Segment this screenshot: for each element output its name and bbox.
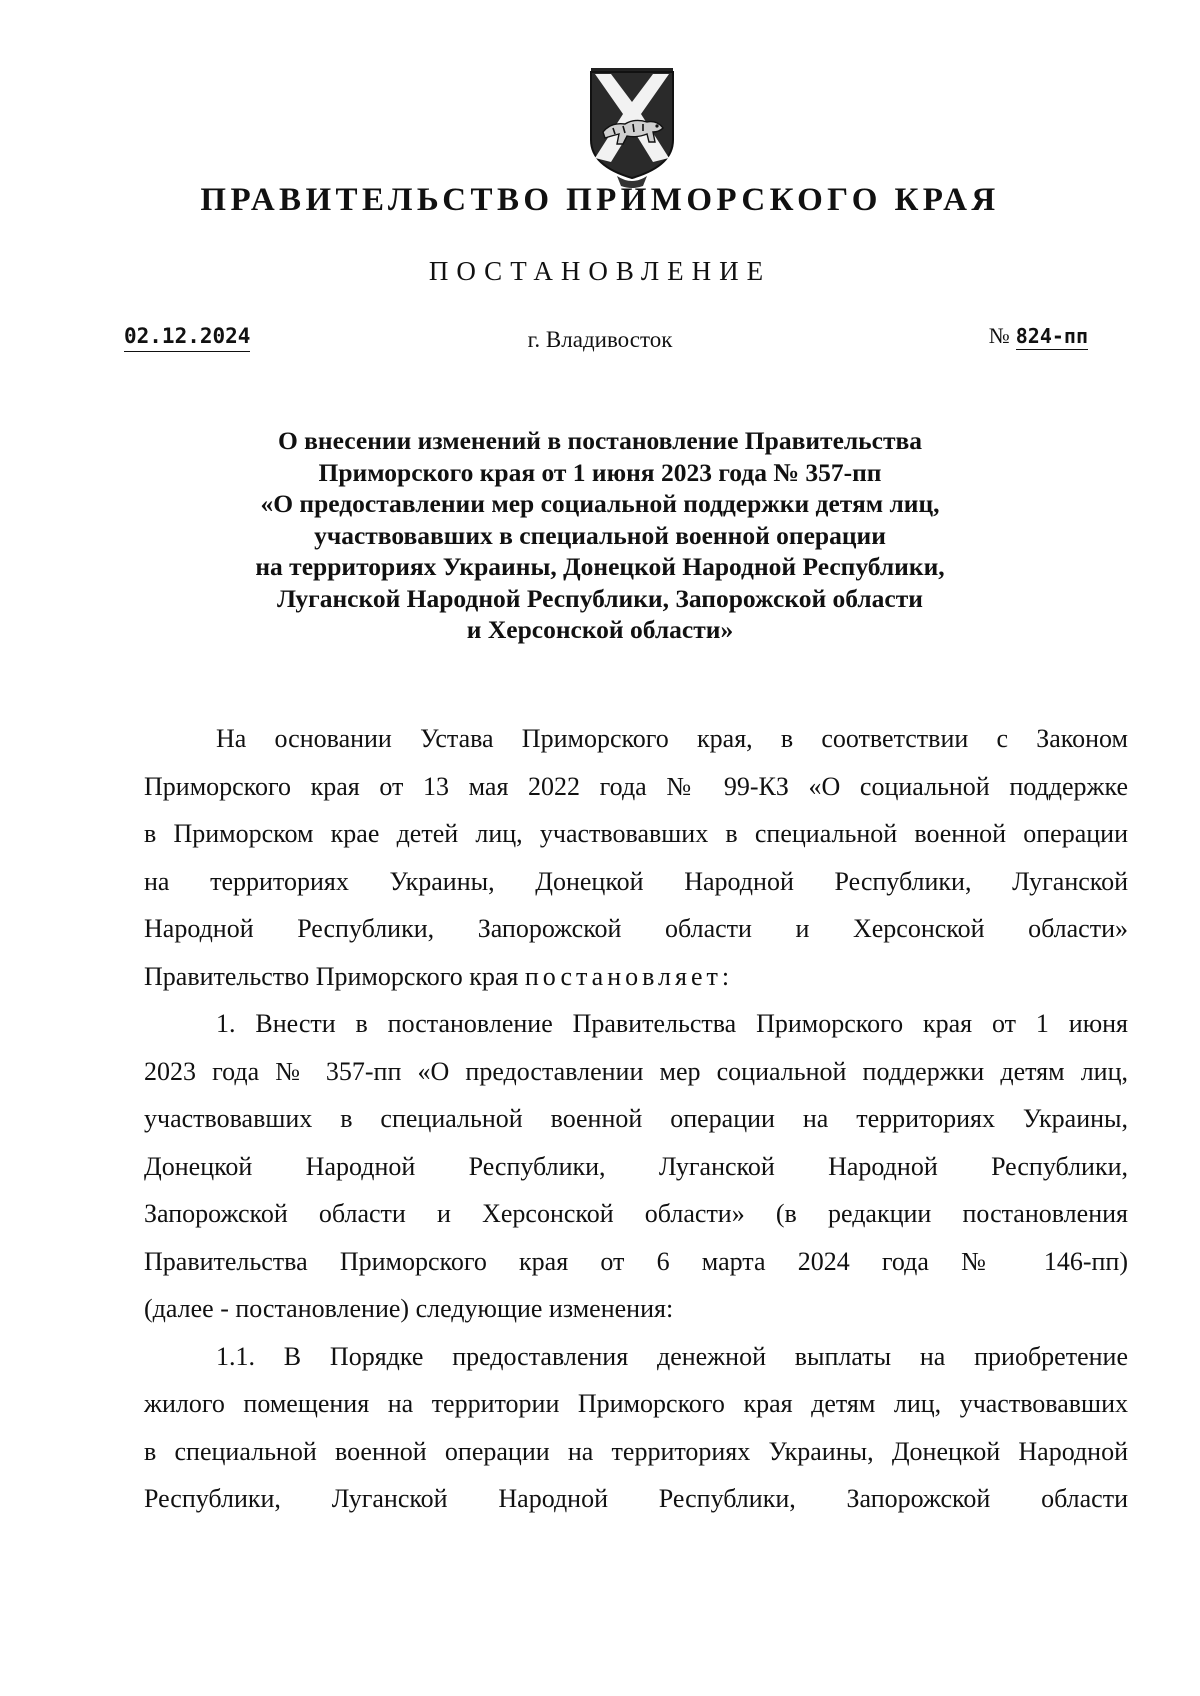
government-title: ПРАВИТЕЛЬСТВО ПРИМОРСКОГО КРАЯ	[200, 182, 1000, 218]
item11-line: Республики, Луганской Народной Республики, Запорожской области	[144, 1484, 1128, 1513]
document-heading	[140, 425, 1060, 646]
item1-line: 1. Внести в постановление Правительства Приморского края от 1 июня	[216, 1009, 1128, 1038]
preamble-line: на территориях Украины, Донецкой Народной Республики, Луганской	[144, 866, 1128, 896]
heading-line: на территориях Украины, Донецкой Народной Республики,	[255, 552, 945, 581]
heading-line: Луганской Народной Республики, Запорожской области	[277, 583, 923, 613]
document-date: 02.12.2024	[124, 322, 250, 352]
preamble-line: Народной Республики, Запорожской области и Херсонской области»	[144, 914, 1128, 943]
preamble-last-line	[144, 953, 1128, 1001]
item1-line: участвовавших в специальной военной операции на территориях Украины,	[144, 1104, 1128, 1133]
resolves-word: постановляет	[524, 961, 722, 991]
item1-line: Запорожской области и Херсонской области» (в редакции постановления	[144, 1199, 1128, 1228]
document-city: г. Владивосток	[527, 327, 673, 352]
preamble-line: Приморского края от 13 мая 2022 года № 99-КЗ «О социальной поддержке	[144, 771, 1128, 801]
heading-line: «О предоставлении мер социальной поддержки детям лиц,	[260, 489, 940, 518]
item1-line: Правительства Приморского края от 6 марта 2024 года № 146-пп)	[144, 1246, 1128, 1276]
preamble-last-suffix: :	[721, 961, 730, 991]
item11-line: в специальной военной операции на территориях Украины, Донецкой Народной	[144, 1436, 1128, 1466]
item1-line: (далее - постановление) следующие изменения:	[144, 1294, 674, 1323]
preamble-line: На основании Устава Приморского края, в соответствии с Законом	[216, 724, 1128, 753]
document-type: ПОСТАНОВЛЕНИЕ	[428, 256, 772, 286]
number-sign: №	[988, 323, 1010, 348]
preamble-last-prefix: Правительство Приморского края	[144, 961, 525, 991]
heading-line: О внесении изменений в постановление Правительства	[277, 426, 923, 455]
heading-line: и Херсонской области»	[466, 615, 734, 644]
item1-line: Донецкой Народной Республики, Луганской Народной Республики,	[144, 1151, 1128, 1181]
item1-line: 2023 года № 357-пп «О предоставлении мер социальной поддержки детям лиц,	[144, 1056, 1128, 1086]
heading-line: Приморского края от 1 июня 2023 года № 357-пп	[318, 457, 882, 487]
heading-line: участвовавших в специальной военной операции	[314, 520, 886, 550]
item11-line: жилого помещения на территории Приморского края детям лиц, участвовавших	[144, 1389, 1128, 1418]
primorye-coat-of-arms-icon	[577, 62, 687, 192]
item11-line: 1.1. В Порядке предоставления денежной выплаты на приобретение	[216, 1341, 1128, 1371]
document-number	[989, 322, 1088, 350]
number-value: 824-пп	[1015, 324, 1088, 348]
document-body	[144, 715, 1128, 1523]
preamble-line: в Приморском крае детей лиц, участвовавших в специальной военной операции	[144, 819, 1128, 848]
